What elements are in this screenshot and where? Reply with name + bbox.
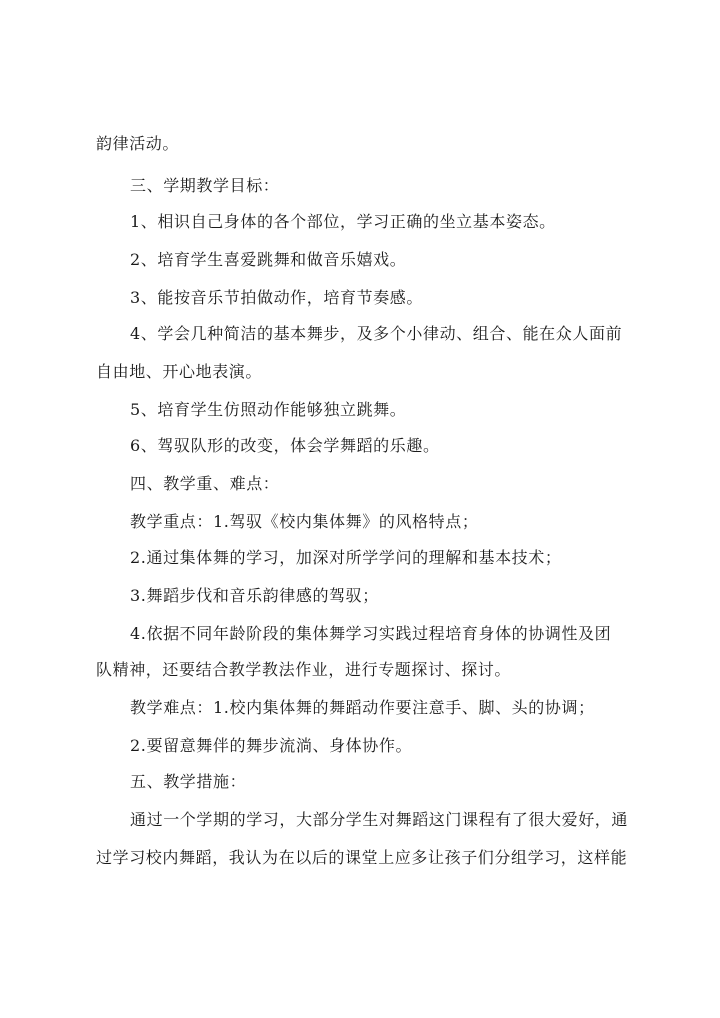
key-point-1: 教学重点：1.驾驭《校内集体舞》的风格特点；	[130, 512, 479, 531]
measures-paragraph-line-2: 过学习校内舞蹈，我认为在以后的课堂上应多让孩子们分组学习，这样能	[96, 848, 628, 867]
section-heading-goals: 三、学期教学目标：	[130, 176, 280, 195]
key-point-4: 4.依据不同年龄阶段的集体舞学习实践过程培育身体的协调性及团	[130, 624, 612, 643]
goal-item-3: 3、能按音乐节拍做动作，培育节奏感。	[130, 288, 423, 307]
section-heading-key-points: 四、教学重、难点：	[130, 474, 280, 493]
difficulty-1: 教学难点：1.校内集体舞的舞蹈动作要注意手、脚、头的协调；	[130, 698, 595, 717]
text-line-continuation: 韵律活动。	[96, 134, 180, 153]
section-heading-measures: 五、教学措施：	[130, 772, 247, 791]
goal-item-4-cont: 自由地、开心地表演。	[96, 362, 263, 381]
goal-item-5: 5、培育学生仿照动作能够独立跳舞。	[130, 400, 407, 419]
goal-item-2: 2、培育学生喜爱跳舞和做音乐嬉戏。	[130, 250, 407, 269]
key-point-2: 2.通过集体舞的学习，加深对所学学问的理解和基本技术；	[130, 548, 562, 567]
goal-item-6: 6、驾驭队形的改变，体会学舞蹈的乐趣。	[130, 436, 440, 455]
key-point-3: 3.舞蹈步伐和音乐韵律感的驾驭；	[130, 586, 379, 605]
key-point-4-cont: 队精神，还要结合教学教法作业，进行专题探讨、探讨。	[96, 660, 512, 679]
goal-item-1: 1、相识自己身体的各个部位，学习正确的坐立基本姿态。	[130, 212, 556, 231]
goal-item-4: 4、学会几种简洁的基本舞步，及多个小律动、组合、能在众人面前	[130, 324, 623, 343]
measures-paragraph-line-1: 通过一个学期的学习，大部分学生对舞蹈这门课程有了很大爱好，通	[130, 810, 629, 829]
difficulty-2: 2.要留意舞伴的舞步流淌、身体协作。	[130, 736, 413, 755]
